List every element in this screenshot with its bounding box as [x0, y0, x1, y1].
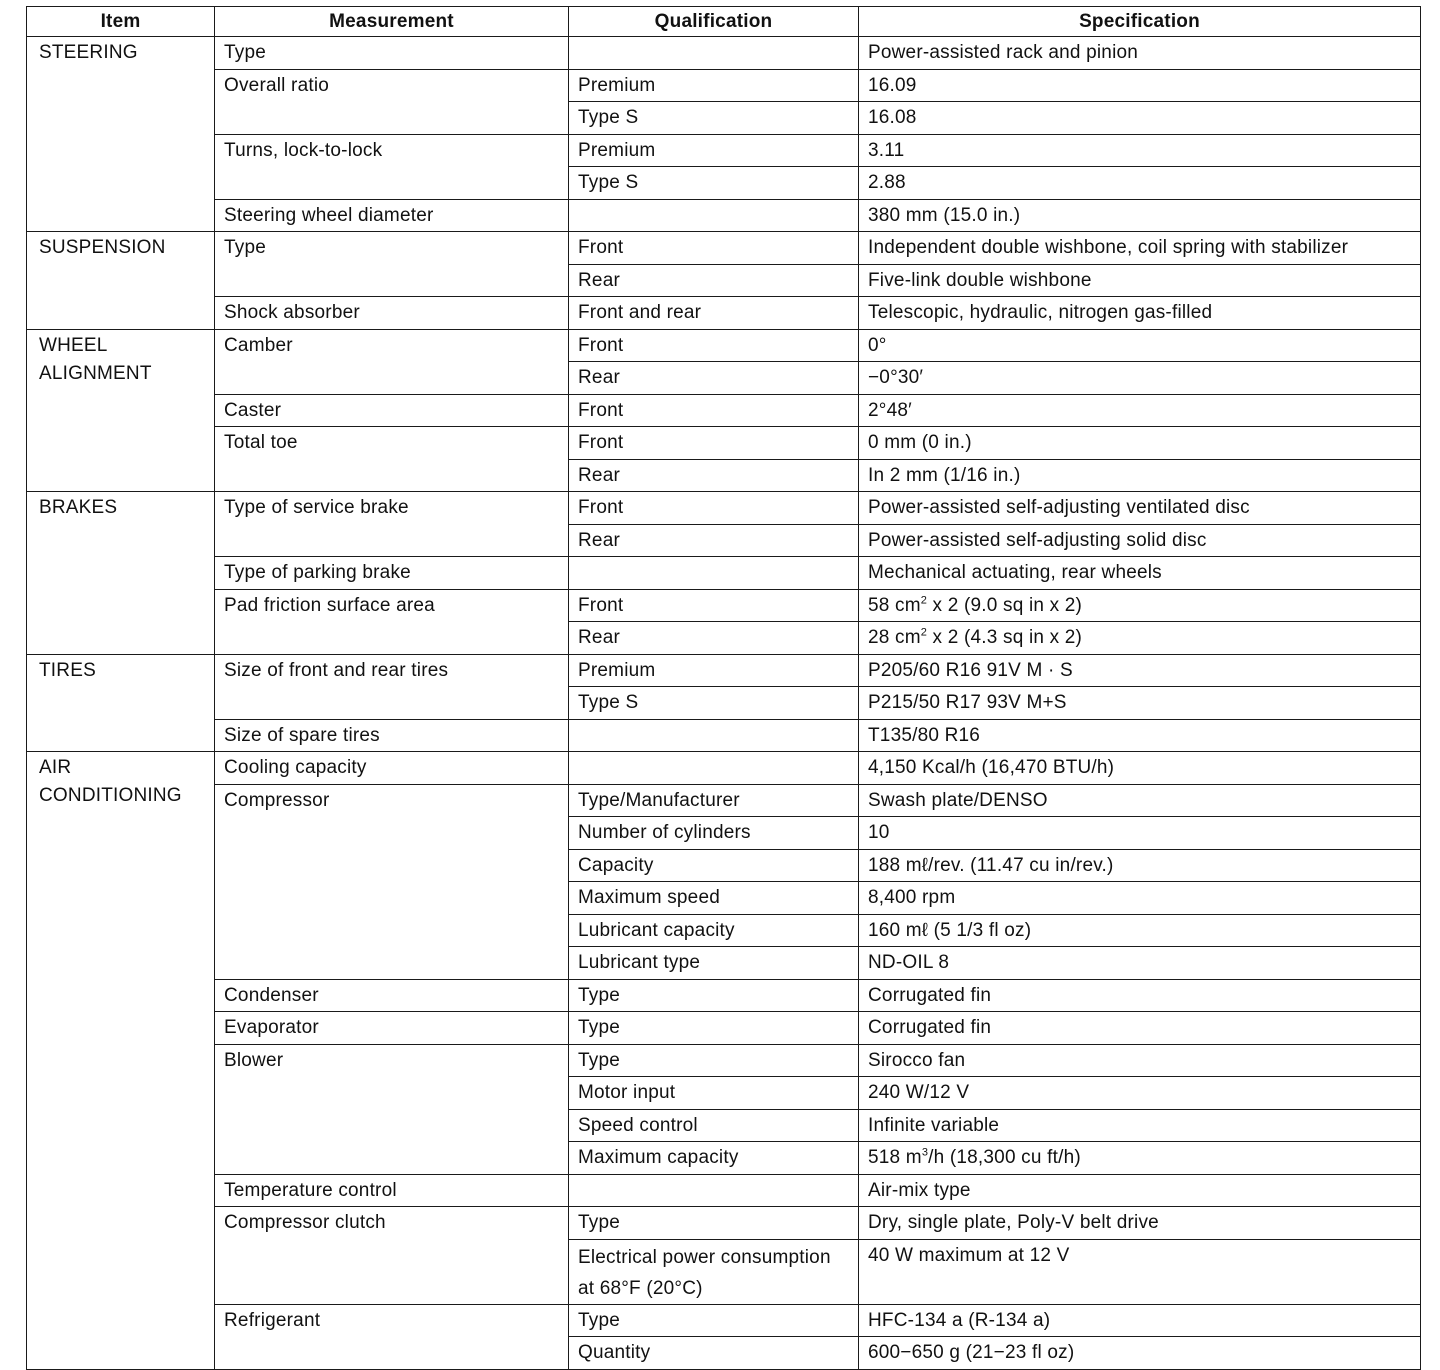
qualification-cell: Capacity [569, 849, 859, 882]
specification-cell: 10 [859, 817, 1421, 850]
specification-cell: 8,400 rpm [859, 882, 1421, 915]
specification-cell: 0 mm (0 in.) [859, 427, 1421, 460]
specification-cell: P205/60 R16 91V M · S [859, 654, 1421, 687]
item-air-conditioning-line2: CONDITIONING [39, 785, 182, 806]
measurement-cell: Camber [215, 329, 569, 394]
measurement-cell: Caster [215, 394, 569, 427]
measurement-cell: Blower [215, 1044, 569, 1174]
qualification-cell: Rear [569, 459, 859, 492]
table-row [27, 394, 1421, 427]
table-row [27, 232, 1421, 265]
squared-exponent: 2 [920, 626, 928, 639]
specification-cell [859, 622, 1421, 655]
specification-cell: 40 W maximum at 12 V [859, 1239, 1421, 1304]
qualification-cell: Front [569, 589, 859, 622]
specification-cell: Sirocco fan [859, 1044, 1421, 1077]
measurement-cell: Turns, lock-to-lock [215, 134, 569, 199]
table-row [27, 752, 1421, 785]
qualification-cell: Type [569, 1012, 859, 1045]
qualification-cell: Type [569, 979, 859, 1012]
item-suspension: SUSPENSION [27, 232, 215, 330]
measurement-cell: Compressor clutch [215, 1207, 569, 1305]
specification-cell: Corrugated fin [859, 1012, 1421, 1045]
table-row [27, 134, 1421, 167]
specification-cell: 600−650 g (21−23 fl oz) [859, 1337, 1421, 1370]
cubed-exponent: 3 [921, 1146, 929, 1159]
qualification-cell [569, 752, 859, 785]
qualification-cell [569, 557, 859, 590]
specification-cell: 16.08 [859, 102, 1421, 135]
measurement-cell: Total toe [215, 427, 569, 492]
table-row [27, 1012, 1421, 1045]
qualification-cell: Front [569, 427, 859, 460]
table-row [27, 654, 1421, 687]
table-row [27, 557, 1421, 590]
qualification-cell [569, 719, 859, 752]
measurement-cell: Compressor [215, 784, 569, 979]
item-wheel-alignment-line1: WHEEL [39, 334, 108, 356]
measurement-cell: Shock absorber [215, 297, 569, 330]
specification-cell: 2°48′ [859, 394, 1421, 427]
table-row [27, 784, 1421, 817]
specification-cell: 4,150 Kcal/h (16,470 BTU/h) [859, 752, 1421, 785]
specification-cell: 0° [859, 329, 1421, 362]
header-measurement: Measurement [215, 7, 569, 37]
header-qualification: Qualification [569, 7, 859, 37]
table-row [27, 199, 1421, 232]
table-row [27, 329, 1421, 362]
measurement-cell: Temperature control [215, 1174, 569, 1207]
qualification-cell: Electrical power consumption at 68°F (20°C) [569, 1239, 859, 1304]
qualification-cell [569, 1174, 859, 1207]
qualification-cell: Maximum capacity [569, 1142, 859, 1175]
qualification-cell [569, 37, 859, 70]
qualification-cell: Type S [569, 167, 859, 200]
specification-cell: Infinite variable [859, 1109, 1421, 1142]
measurement-cell: Condenser [215, 979, 569, 1012]
specification-cell: −0°30′ [859, 362, 1421, 395]
measurement-cell: Type [215, 37, 569, 70]
table-row [27, 1207, 1421, 1240]
table-row [27, 492, 1421, 525]
qualification-cell: Speed control [569, 1109, 859, 1142]
specifications-table [26, 6, 1421, 1370]
blower-max-value-a: 518 m [868, 1147, 922, 1168]
specification-cell: In 2 mm (1/16 in.) [859, 459, 1421, 492]
qualification-cell: Quantity [569, 1337, 859, 1370]
qualification-cell: Front [569, 394, 859, 427]
squared-exponent: 2 [920, 594, 928, 607]
specification-cell: Telescopic, hydraulic, nitrogen gas-filled [859, 297, 1421, 330]
qualification-cell: Maximum speed [569, 882, 859, 915]
table-row [27, 427, 1421, 460]
qualification-cell: Type S [569, 687, 859, 720]
measurement-cell: Overall ratio [215, 69, 569, 134]
qualification-cell: Rear [569, 264, 859, 297]
table-row [27, 719, 1421, 752]
measurement-cell: Steering wheel diameter [215, 199, 569, 232]
qualification-cell: Type/Manufacturer [569, 784, 859, 817]
item-steering: STEERING [27, 37, 215, 232]
specification-cell: P215/50 R17 93V M+S [859, 687, 1421, 720]
specification-cell: Independent double wishbone, coil spring with stabilizer [859, 232, 1421, 265]
specification-cell [859, 589, 1421, 622]
qualification-cell: Type [569, 1207, 859, 1240]
table-row [27, 1304, 1421, 1337]
qualification-cell [569, 199, 859, 232]
qualification-cell: Premium [569, 134, 859, 167]
header-specification: Specification [859, 7, 1421, 37]
qualification-cell: Rear [569, 622, 859, 655]
qualification-cell: Front [569, 329, 859, 362]
specification-cell: HFC-134 a (R-134 a) [859, 1304, 1421, 1337]
specification-cell: Mechanical actuating, rear wheels [859, 557, 1421, 590]
table-row [27, 979, 1421, 1012]
qualification-cell: Premium [569, 69, 859, 102]
measurement-cell: Type of service brake [215, 492, 569, 557]
specification-cell: Power-assisted rack and pinion [859, 37, 1421, 70]
measurement-cell: Type [215, 232, 569, 297]
qualification-cell: Front [569, 492, 859, 525]
table-row [27, 1044, 1421, 1077]
specification-cell: 16.09 [859, 69, 1421, 102]
table-row [27, 69, 1421, 102]
blower-max-value-b: /h (18,300 cu ft/h) [928, 1147, 1081, 1168]
qualification-cell: Motor input [569, 1077, 859, 1110]
measurement-cell: Refrigerant [215, 1304, 569, 1369]
specifications-sheet [26, 6, 1420, 1370]
table-row [27, 37, 1421, 70]
qualification-cell: Type [569, 1044, 859, 1077]
specification-cell: Power-assisted self-adjusting ventilated disc [859, 492, 1421, 525]
item-tires: TIRES [27, 654, 215, 752]
qualification-cell: Rear [569, 362, 859, 395]
table-row [27, 297, 1421, 330]
header-row [27, 7, 1421, 37]
qualification-cell: Type S [569, 102, 859, 135]
item-wheel-alignment-line2: ALIGNMENT [39, 362, 152, 384]
specification-cell: Corrugated fin [859, 979, 1421, 1012]
qualification-cell: Premium [569, 654, 859, 687]
specification-cell: 380 mm (15.0 in.) [859, 199, 1421, 232]
measurement-cell: Size of spare tires [215, 719, 569, 752]
specification-cell: 160 mℓ (5 1/3 fl oz) [859, 914, 1421, 947]
measurement-cell: Type of parking brake [215, 557, 569, 590]
specification-cell: 3.11 [859, 134, 1421, 167]
qualification-cell: Front and rear [569, 297, 859, 330]
pad-front-value-a: 58 cm [868, 594, 921, 616]
pad-front-value-b: x 2 (9.0 sq in x 2) [927, 594, 1083, 616]
item-air-conditioning-line1: AIR [39, 757, 72, 778]
item-brakes: BRAKES [27, 492, 215, 655]
specification-cell: T135/80 R16 [859, 719, 1421, 752]
specification-cell: Five-link double wishbone [859, 264, 1421, 297]
qualification-cell: Front [569, 232, 859, 265]
qualification-cell: Rear [569, 524, 859, 557]
measurement-cell: Evaporator [215, 1012, 569, 1045]
specification-cell [859, 1142, 1421, 1175]
specification-cell: 188 mℓ/rev. (11.47 cu in/rev.) [859, 849, 1421, 882]
pad-rear-value-a: 28 cm [868, 627, 921, 648]
item-wheel-alignment [27, 329, 215, 492]
specification-cell: Dry, single plate, Poly-V belt drive [859, 1207, 1421, 1240]
pad-rear-value-b: x 2 (4.3 sq in x 2) [927, 627, 1083, 648]
specification-cell: Swash plate/DENSO [859, 784, 1421, 817]
table-row [27, 1174, 1421, 1207]
specification-cell: ND-OIL 8 [859, 947, 1421, 980]
measurement-cell: Pad friction surface area [215, 589, 569, 654]
measurement-cell: Cooling capacity [215, 752, 569, 785]
qualification-cell: Type [569, 1304, 859, 1337]
header-item: Item [27, 7, 215, 37]
specification-cell: 240 W/12 V [859, 1077, 1421, 1110]
table-row [27, 589, 1421, 622]
item-air-conditioning [27, 752, 215, 1370]
qualification-cell: Lubricant type [569, 947, 859, 980]
measurement-cell: Size of front and rear tires [215, 654, 569, 719]
specification-cell: Power-assisted self-adjusting solid disc [859, 524, 1421, 557]
qualification-cell: Number of cylinders [569, 817, 859, 850]
specification-cell: 2.88 [859, 167, 1421, 200]
qualification-cell: Lubricant capacity [569, 914, 859, 947]
specification-cell: Air-mix type [859, 1174, 1421, 1207]
